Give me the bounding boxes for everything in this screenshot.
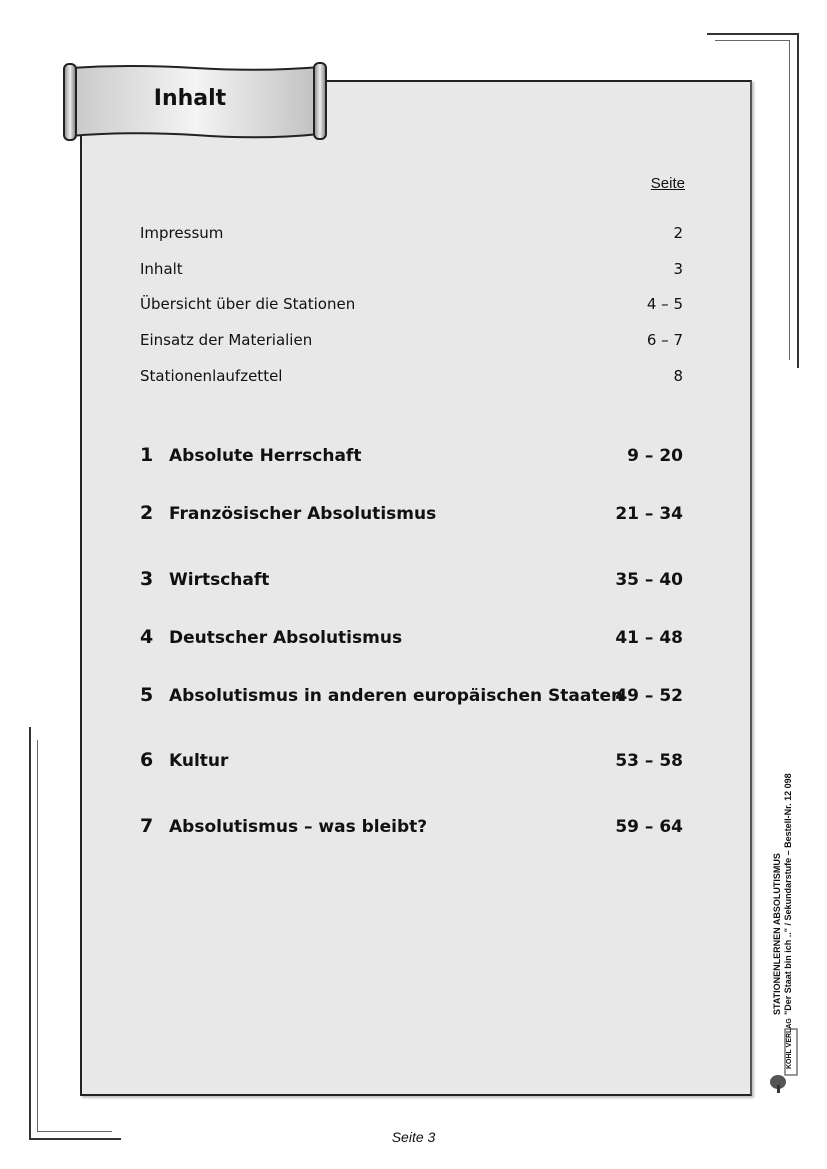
section-title: Kultur <box>169 751 229 771</box>
section-title: Französischer Absolutismus <box>169 504 437 524</box>
section-number: 2 <box>140 502 154 524</box>
frame-line-bottom-left-v <box>29 727 31 1140</box>
frame-line-inner-left-v <box>37 740 38 1132</box>
page-column-header: Seite <box>650 175 685 192</box>
toc-item-page: 6 – 7 <box>646 331 683 349</box>
section-title: Deutscher Absolutismus <box>169 628 403 648</box>
section-title: Absolutismus in anderen europäischen Staaten <box>169 686 624 706</box>
section-title: Wirtschaft <box>169 570 270 590</box>
section-title: Absolutismus – was bleibt? <box>169 817 428 837</box>
section-title: Absolute Herrschaft <box>169 446 362 466</box>
section-number: 7 <box>140 815 154 837</box>
toc-item-page: 4 – 5 <box>646 295 683 313</box>
toc-item-label: Einsatz der Materialien <box>140 331 313 349</box>
frame-line-inner-right-v <box>789 40 790 360</box>
toc-item-label: Übersicht über die Stationen <box>140 295 356 313</box>
sidebar-line-1: STATIONENLERNEN ABSOLUTISMUS <box>772 853 782 1015</box>
tree-icon <box>768 1025 798 1095</box>
toc-item-page: 3 <box>673 260 683 278</box>
title-scroll-banner <box>62 62 328 142</box>
toc-item-label: Stationenlaufzettel <box>140 367 283 385</box>
toc-item-page: 2 <box>673 224 683 242</box>
section-pages: 49 – 52 <box>615 686 683 706</box>
section-number: 5 <box>140 684 154 706</box>
section-pages: 35 – 40 <box>615 570 683 590</box>
toc-item-label: Inhalt <box>140 260 183 278</box>
section-pages: 21 – 34 <box>615 504 683 524</box>
toc-item-label: Impressum <box>140 224 224 242</box>
section-number: 3 <box>140 568 154 590</box>
section-pages: 41 – 48 <box>615 628 683 648</box>
section-number: 6 <box>140 749 154 771</box>
section-number: 1 <box>140 444 154 466</box>
section-pages: 9 – 20 <box>627 446 683 466</box>
page-number-footer: Seite 3 <box>391 1129 436 1145</box>
publisher-name: KOHL VERLAG <box>786 1018 793 1069</box>
section-pages: 59 – 64 <box>615 817 683 837</box>
sidebar-line-2: "Der Staat bin ich .." / Sekundarstufe – Bestell-Nr. 12 098 <box>783 773 793 1015</box>
toc-item-page: 8 <box>673 367 683 385</box>
sidebar-imprint <box>772 715 794 1015</box>
frame-line-inner-right-h <box>715 40 790 41</box>
publisher-logo <box>768 1018 798 1095</box>
section-number: 4 <box>140 626 154 648</box>
frame-line-top-right-h <box>707 33 799 35</box>
frame-line-top-right-v <box>797 33 799 368</box>
page-title: Inhalt <box>153 86 227 111</box>
section-pages: 53 – 58 <box>615 751 683 771</box>
